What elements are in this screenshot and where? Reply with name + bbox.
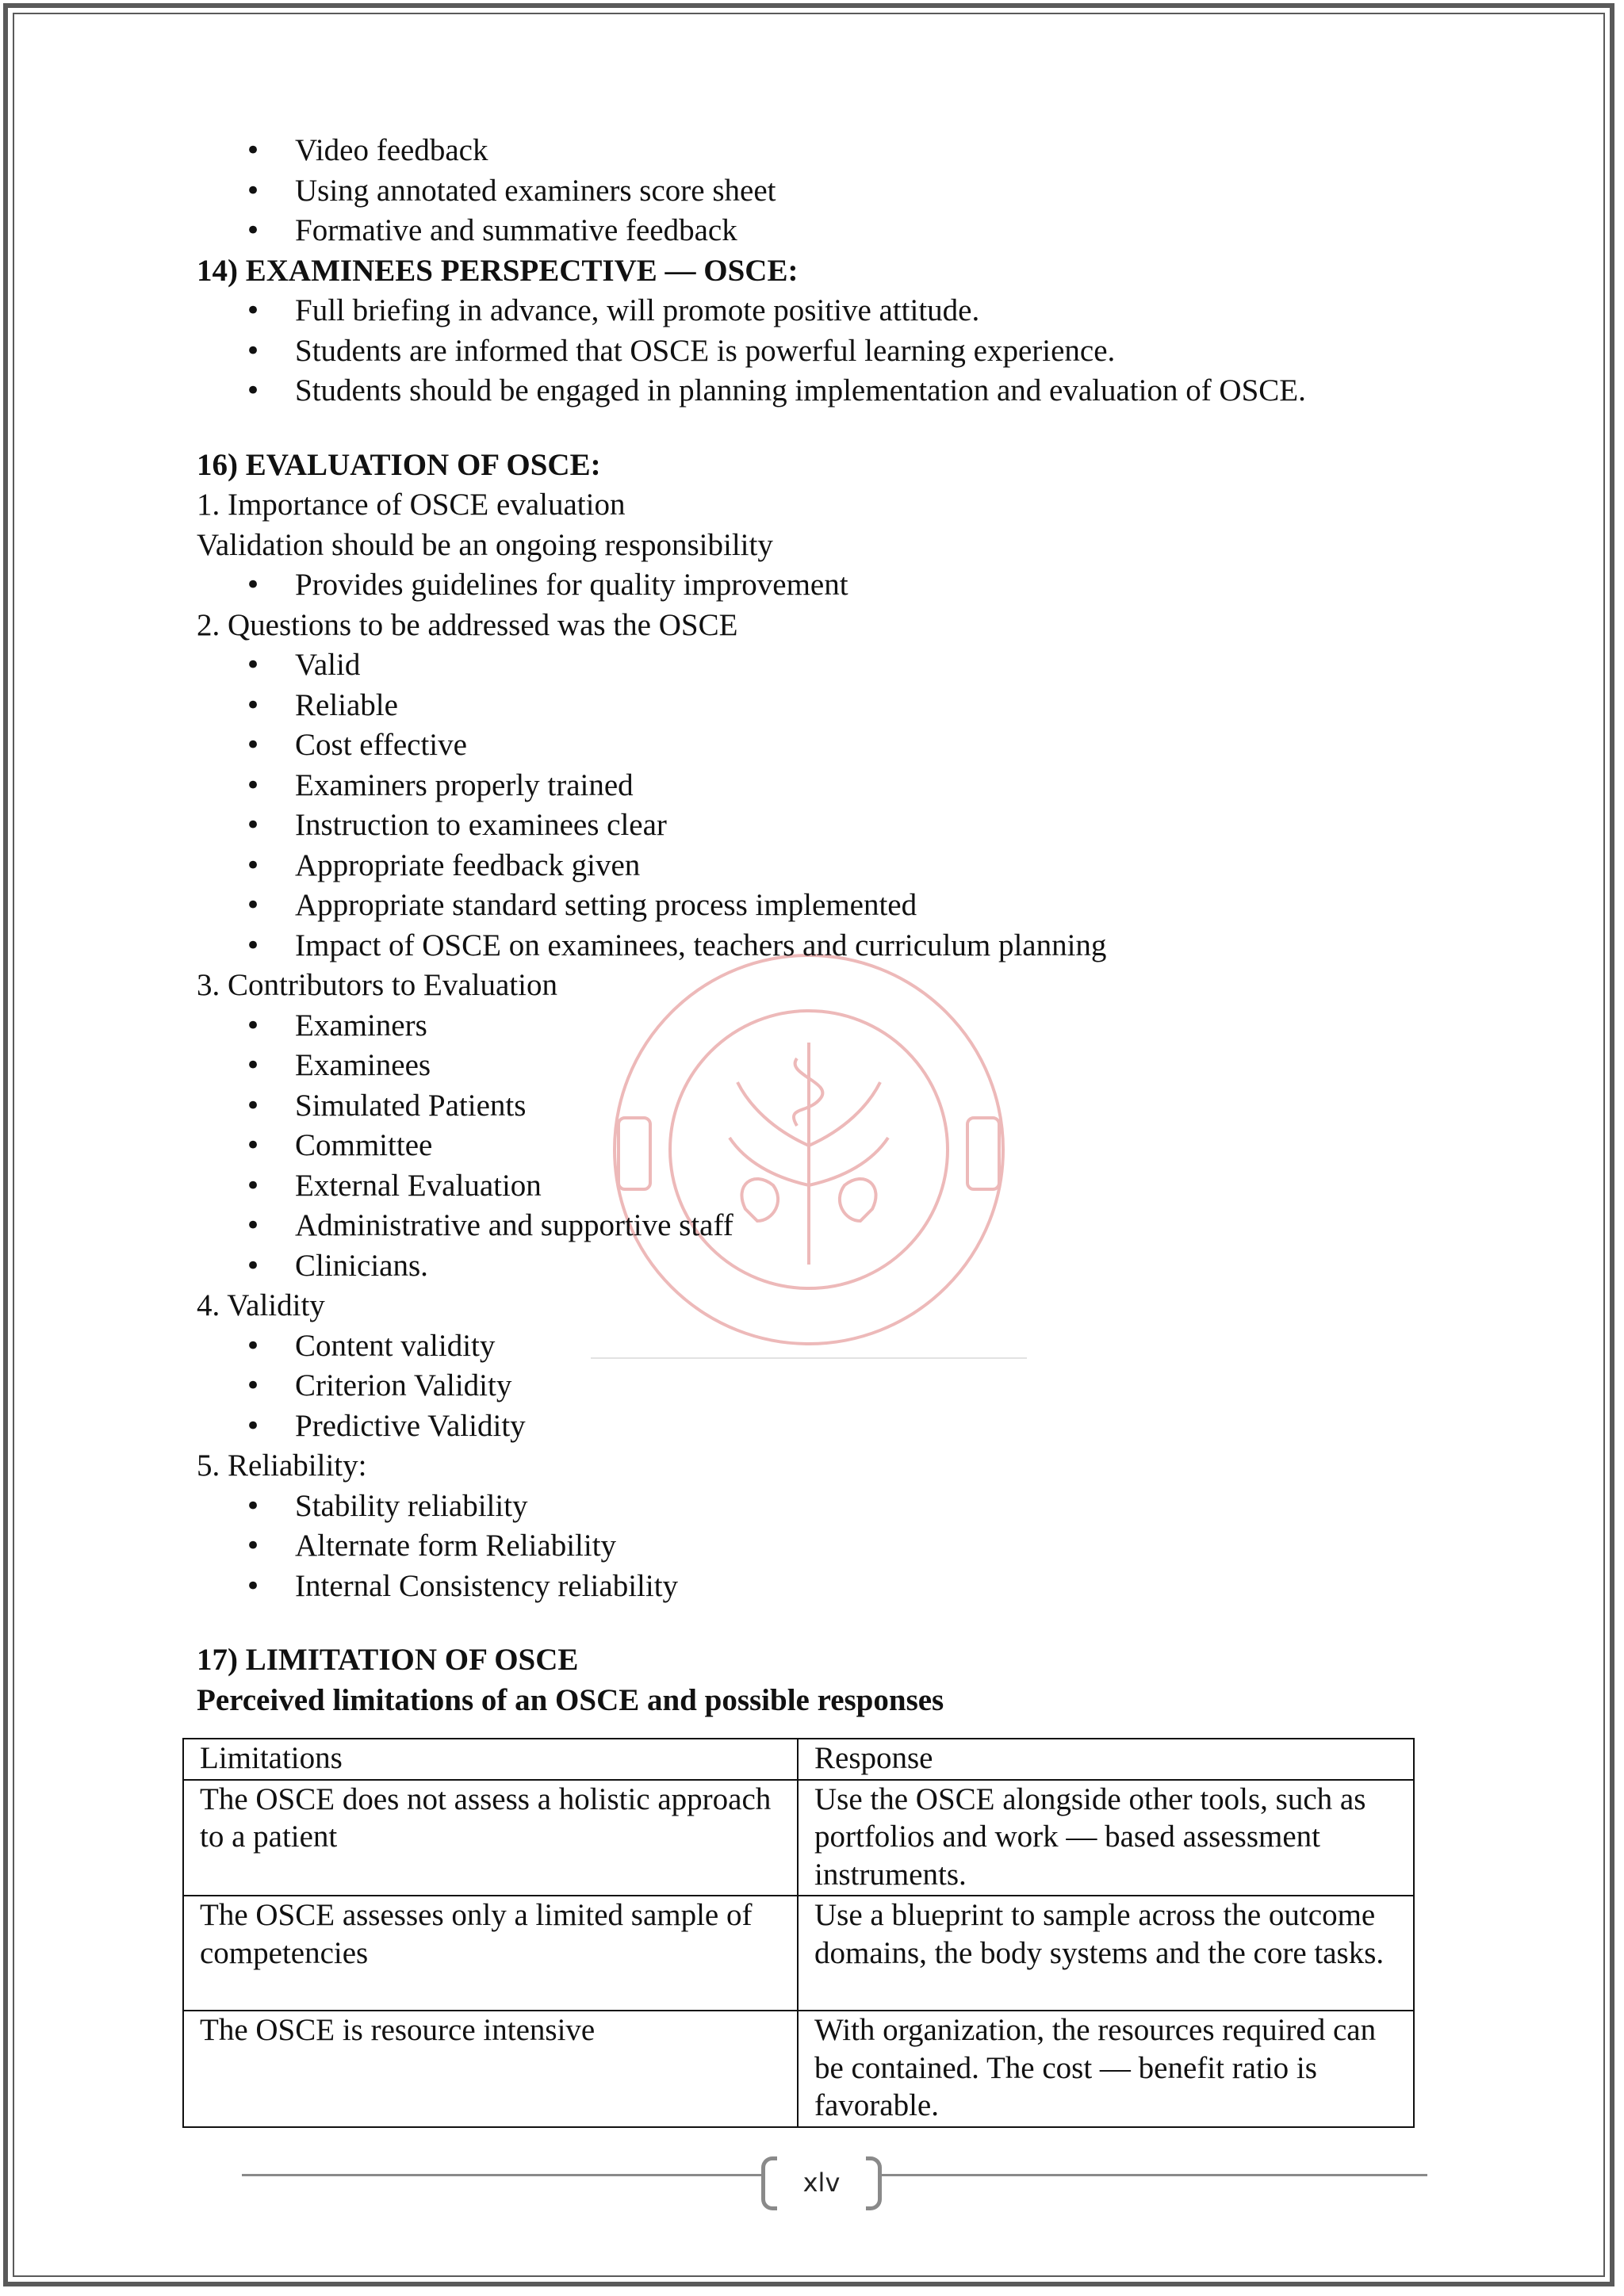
limitation-cell: The OSCE is resource intensive (183, 2011, 798, 2127)
table-header-limitations: Limitations (183, 1739, 798, 1780)
list-item: • Appropriate feedback given (197, 846, 1434, 886)
list-item: • Clinicians. (197, 1246, 1434, 1287)
section-14-list (197, 291, 1434, 411)
footer-rule-left (242, 2174, 765, 2176)
footer-rule-right (878, 2174, 1427, 2176)
list-item: • Students should be engaged in planning implementation and evaluation of OSCE. (197, 371, 1434, 411)
list-item: • Using annotated examiners score sheet (197, 171, 1434, 212)
list-item: • Video feedback (197, 131, 1434, 171)
section-14-heading: 14) EXAMINEES PERSPECTIVE — OSCE: (197, 253, 799, 288)
importance-title: 1. Importance of OSCE evaluation (197, 488, 626, 522)
response-cell: Use the OSCE alongside other tools, such as portfolios and work — based assessment instruments. (798, 1780, 1414, 1896)
validity-title: 4. Validity (197, 1288, 325, 1322)
section-16-heading: 16) EVALUATION OF OSCE: (197, 447, 601, 482)
importance-list (197, 565, 1434, 606)
table-header-row (183, 1739, 1414, 1780)
list-item: • Instruction to examinees clear (197, 806, 1434, 846)
limitation-cell: The OSCE assesses only a limited sample of competencies (183, 1896, 798, 2011)
section-17-subheading: Perceived limitations of an OSCE and possible responses (197, 1682, 944, 1717)
list-item: • Internal Consistency reliability (197, 1567, 1434, 1607)
list-item: • Predictive Validity (197, 1406, 1434, 1447)
list-item: • Criterion Validity (197, 1366, 1434, 1406)
questions-title: 2. Questions to be addressed was the OSCE (197, 607, 738, 642)
contributors-title: 3. Contributors to Evaluation (197, 968, 557, 1002)
list-item: • Provides guidelines for quality improvement (197, 565, 1434, 606)
page-number-bracket-right-icon (866, 2156, 882, 2210)
page-number: xlv (802, 2168, 841, 2198)
response-cell: Use a blueprint to sample across the outcome domains, the body systems and the core tasks. (798, 1896, 1414, 2011)
list-item: • Impact of OSCE on examinees, teachers and curriculum planning (197, 926, 1434, 966)
response-cell: With organization, the resources required can be contained. The cost — benefit ratio is favorable. (798, 2011, 1414, 2127)
list-item: • Alternate form Reliability (197, 1526, 1434, 1567)
limitation-cell: The OSCE does not assess a holistic approach to a patient (183, 1780, 798, 1896)
importance-text: Validation should be an ongoing responsibility (197, 527, 773, 562)
list-item: • Content validity (197, 1326, 1434, 1367)
reliability-list (197, 1487, 1434, 1607)
list-item: • Examiners (197, 1006, 1434, 1047)
list-item: • Reliable (197, 686, 1434, 726)
list-item: • Full briefing in advance, will promote positive attitude. (197, 291, 1434, 331)
list-item: • Examinees (197, 1046, 1434, 1086)
validity-list (197, 1326, 1434, 1447)
questions-list (197, 645, 1434, 966)
list-item: • Students are informed that OSCE is powerful learning experience. (197, 331, 1434, 372)
list-item: • Simulated Patients (197, 1086, 1434, 1127)
list-item: • Stability reliability (197, 1487, 1434, 1527)
table-row (183, 2011, 1414, 2127)
list-item: • Valid (197, 645, 1434, 686)
limitations-table (182, 1738, 1415, 2128)
feedback-list (197, 131, 1434, 251)
list-item: • Formative and summative feedback (197, 211, 1434, 251)
table-row (183, 1896, 1414, 2011)
list-item: • Examiners properly trained (197, 766, 1434, 806)
contributors-list (197, 1006, 1434, 1287)
reliability-title: 5. Reliability: (197, 1448, 367, 1483)
list-item: • Appropriate standard setting process implemented (197, 886, 1434, 926)
list-item: • Cost effective (197, 725, 1434, 766)
document-body (197, 131, 1434, 1720)
table-row (183, 1780, 1414, 1896)
page-number-bracket-left-icon (761, 2156, 777, 2210)
list-item: • External Evaluation (197, 1166, 1434, 1207)
table-header-response: Response (798, 1739, 1414, 1780)
section-17-heading: 17) LIMITATION OF OSCE (197, 1643, 579, 1677)
list-item: • Administrative and supportive staff (197, 1206, 1434, 1246)
list-item: • Committee (197, 1126, 1434, 1166)
